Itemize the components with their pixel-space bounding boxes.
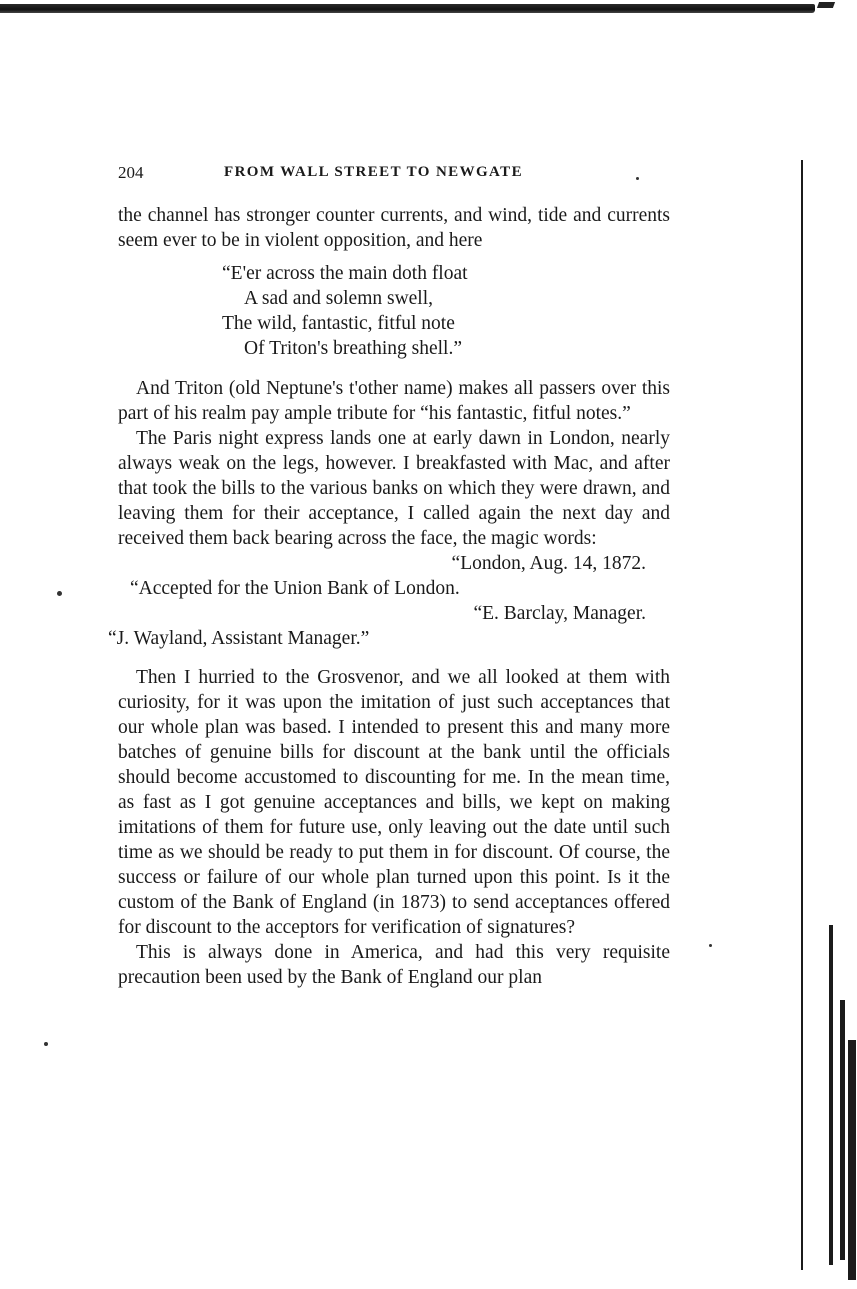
paragraph-4: Then I hurried to the Grosvenor, and we all looked at them with curiosity, for it was upon the imitation of just such acceptances that our whole plan was based. I intended to present this and many more batches of genuine bills for discount at the bank until the officials should become accustomed to discounting for me. In the mean time, as fast as I got genuine acceptances and bills, we kept on making imitations of them for future use, only leaving out the date until such time as we should be ready to put them in for discount. Of course, the success or failure of our whole plan turned upon this point. Is it the custom of the Bank of England (in 1873) to send acceptances offered for discount to the acceptors for verification of signatures? <box>118 667 670 938</box>
poem-line: “E'er across the main doth float <box>222 263 468 284</box>
paragraph-5: This is always done in America, and had this very requisite precaution been used by the Bank of England our plan <box>118 942 670 988</box>
scan-speck <box>44 1042 48 1046</box>
binding-edge-line <box>848 1040 856 1280</box>
running-title: FROM WALL STREET TO NEWGATE <box>224 164 523 180</box>
binding-edge-line <box>829 925 833 1265</box>
page-number: 204 <box>118 163 144 182</box>
paragraph-2: And Triton (old Neptune's t'other name) makes all passers over this part of his realm pay ample tribute for “his fantastic, fitful notes.” <box>118 378 670 424</box>
scan-speck <box>636 177 639 180</box>
body-text <box>108 203 670 990</box>
scan-speck <box>57 591 62 596</box>
paragraph-1: the channel has stronger counter currents, and wind, tide and currents seem ever to be in violent opposition, and here <box>118 205 670 251</box>
top-border-rule <box>0 4 815 13</box>
poem-quote <box>222 261 670 361</box>
scan-mark <box>817 2 835 8</box>
acceptance-bank-line: “Accepted for the Union Bank of London. <box>130 578 460 599</box>
page-header <box>118 163 638 187</box>
binding-edge-line <box>840 1000 845 1260</box>
poem-line: A sad and solemn swell, <box>244 288 434 309</box>
binding-edge-line <box>801 160 803 1270</box>
acceptance-manager: “E. Barclay, Manager. <box>473 603 646 624</box>
acceptance-date: “London, Aug. 14, 1872. <box>451 553 646 574</box>
acceptance-assistant: “J. Wayland, Assistant Manager.” <box>108 628 370 649</box>
poem-line: Of Triton's breathing shell.” <box>244 338 463 359</box>
acceptance-quote <box>108 551 670 651</box>
poem-line: The wild, fantastic, fitful note <box>222 313 455 334</box>
scan-speck <box>709 944 712 947</box>
paragraph-3: The Paris night express lands one at early dawn in London, nearly always weak on the legs, however. I breakfasted with Mac, and after that took the bills to the various banks on which they were drawn, and leaving them for their acceptance, I called again the next day and received them back bearing across the face, the magic words: <box>118 428 670 549</box>
